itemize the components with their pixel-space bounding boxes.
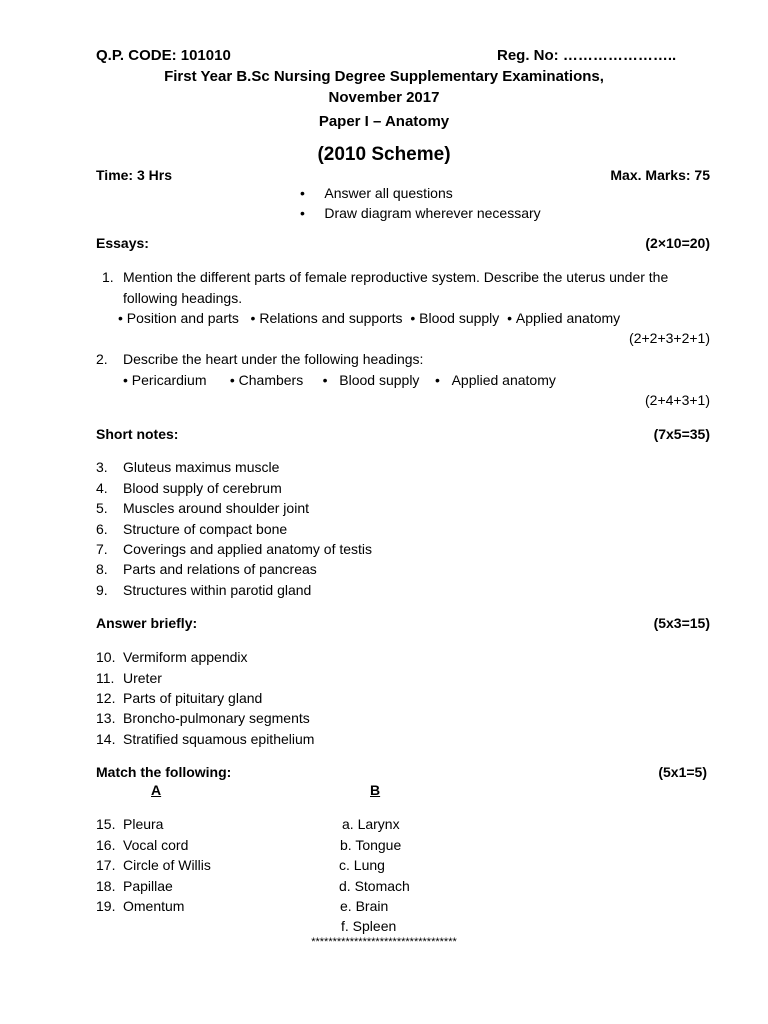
list-item-text: Gluteus maximus muscle: [123, 459, 280, 475]
paper-title: Paper I – Anatomy: [318, 113, 450, 130]
match-item-b: e. Brain: [340, 898, 389, 914]
footer-divider: **********************************: [311, 936, 457, 948]
section-marks-match: (5x1=5): [658, 764, 707, 780]
section-title-answer-briefly: Answer briefly:: [96, 615, 198, 631]
match-item-b: b. Tongue: [340, 837, 402, 853]
list-item: 8.: [96, 561, 108, 577]
exam-title-line1: First Year B.Sc Nursing Degree Supplementary Examinations,: [164, 68, 604, 85]
match-item-a: 17.: [96, 857, 116, 873]
list-item-text: Muscles around shoulder joint: [123, 500, 309, 516]
list-item: 6.: [96, 521, 108, 537]
match-item-b: d. Stomach: [339, 878, 410, 894]
section-title-essays: Essays:: [96, 235, 149, 251]
question-text: following headings.: [123, 290, 243, 306]
list-item: 5.: [96, 500, 108, 516]
section-title-match: Match the following:: [96, 764, 232, 780]
heading-list: • Position and parts • Relations and supports • Blood supply • Applied anatomy: [118, 310, 621, 326]
list-item-text: Parts of pituitary gland: [123, 690, 263, 706]
question-text: Describe the heart under the following headings:: [123, 351, 424, 367]
exam-title-line2: November 2017: [328, 89, 440, 106]
list-item-text: Stratified squamous epithelium: [123, 731, 315, 747]
marks-split: (2+2+3+2+1): [629, 330, 710, 346]
list-item: 13.: [96, 710, 116, 726]
reg-no: Reg. No: …………………..: [497, 47, 677, 64]
section-marks-essays: (2×10=20): [645, 235, 710, 251]
list-item-text: Broncho-pulmonary segments: [123, 710, 310, 726]
list-item-text: Structure of compact bone: [123, 521, 288, 537]
column-header-a: A: [151, 782, 162, 798]
list-item-text: Parts and relations of pancreas: [123, 561, 317, 577]
list-item-text: Ureter: [123, 670, 162, 686]
match-item-b: c. Lung: [339, 857, 385, 873]
match-item-a-text: Vocal cord: [123, 837, 189, 853]
marks-split: (2+4+3+1): [645, 392, 710, 408]
qp-code: Q.P. CODE: 101010: [96, 47, 231, 64]
match-item-a: 19.: [96, 898, 116, 914]
question-number: 1.: [102, 269, 114, 285]
column-header-b: B: [370, 782, 381, 798]
question-number: 2.: [96, 351, 108, 367]
list-item-text: Structures within parotid gland: [123, 582, 312, 598]
list-item: 4.: [96, 480, 108, 496]
match-item-a-text: Circle of Willis: [123, 857, 211, 873]
list-item: 14.: [96, 731, 116, 747]
instruction-item: • Draw diagram wherever necessary: [300, 205, 541, 221]
match-item-a-text: Omentum: [123, 898, 185, 914]
question-text: Mention the different parts of female reproductive system. Describe the uterus under the: [123, 269, 669, 285]
match-item-a-text: Papillae: [123, 878, 173, 894]
match-item-b: a. Larynx: [342, 816, 400, 832]
list-item: 9.: [96, 582, 108, 598]
match-item-a: 18.: [96, 878, 116, 894]
section-title-short-notes: Short notes:: [96, 426, 179, 442]
heading-list: • Pericardium • Chambers • Blood supply • Applied anatomy: [123, 372, 556, 388]
list-item: 11.: [96, 670, 115, 686]
list-item: 3.: [96, 459, 108, 475]
match-item-b: f. Spleen: [341, 918, 397, 934]
list-item-text: Coverings and applied anatomy of testis: [123, 541, 373, 557]
list-item: 7.: [96, 541, 108, 557]
list-item-text: Vermiform appendix: [123, 649, 248, 665]
scheme-title: (2010 Scheme): [317, 144, 451, 165]
time-allowed: Time: 3 Hrs: [96, 167, 172, 183]
max-marks: Max. Marks: 75: [610, 167, 710, 183]
match-item-a: 15.: [96, 816, 116, 832]
instruction-item: • Answer all questions: [300, 185, 453, 201]
section-marks-answer-briefly: (5x3=15): [653, 615, 710, 631]
list-item: 10.: [96, 649, 116, 665]
list-item-text: Blood supply of cerebrum: [123, 480, 282, 496]
section-marks-short-notes: (7x5=35): [653, 426, 710, 442]
match-item-a-text: Pleura: [123, 816, 164, 832]
list-item: 12.: [96, 690, 116, 706]
match-item-a: 16.: [96, 837, 116, 853]
